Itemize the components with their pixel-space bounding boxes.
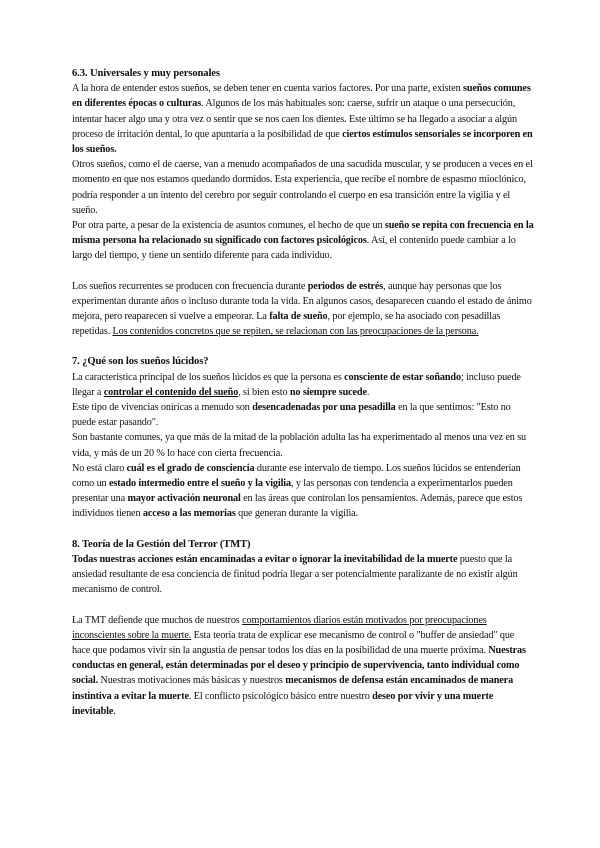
text-run: en la que sentimos: "Esto no puede estar pasando". [72,402,511,429]
paragraph [72,613,534,719]
bold-text: estado intermedio entre el sueño y la vigilia [108,478,291,490]
bold-text: cuál es el grado de consciencia [126,462,255,474]
bold-text: no siempre sucede [289,386,367,398]
text-run: La característica principal de los sueños lúcidos es que la persona es [72,371,345,383]
underlined-text: comportamientos diarios están motivados por preocupaciones inconscientes sobre la muerte. [72,614,487,641]
paragraph [72,157,534,218]
bold-text: sueño se repita con frecuencia en la misma persona ha relacionado su significado con factores psicológicos [72,220,534,247]
text-run: ; incluso puede llegar a [72,371,521,398]
text-run: Otros sueños, como el de caerse, van a menudo acompañados de una sacudida muscular, y se producen a veces en el momento en que nos estamos quedando dormidos. Esta experiencia, que recibe el nombre de espasmo mioclónico, podría responder a un intento del cerebro por seguir controlando el cuerpo en esa transición entre la vigilia y el sueño. [72,159,533,216]
text-run: . [113,705,116,717]
bold-text: Todas nuestras acciones están encaminadas a evitar o ignorar la inevitabilidad de la muerte [72,553,458,565]
paragraph [72,81,534,157]
text-run: Por otra parte, a pesar de la existencia de asuntos comunes, el hecho de que un [72,220,385,232]
text-run: que generan durante la vigilia. [235,508,359,520]
text-run: Son bastante comunes, ya que más de la mitad de la población adulta las ha experimentado al menos una vez en su vida, y más de un 20 % lo hace con cierta frecuencia. [72,432,527,459]
spacer [72,339,534,354]
bold-text: sueños comunes en diferentes épocas o culturas [72,83,531,110]
section-heading-8: 8. Teoría de la Gestión del Terror (TMT) [72,538,251,550]
text-run: A la hora de entender estos sueños, se deben tener en cuenta varios factores. Por una parte, existen [72,83,463,95]
paragraph [72,461,534,522]
paragraph [72,370,534,400]
text-run: , aunque hay personas que los experimentan durante años o incluso durante toda la vida. En algunos casos, desaparecen cuando el estado de ánimo mejora, pero reaparecen si vuelve a empeorar. La [72,280,532,323]
paragraph [72,552,534,598]
text-run: Este tipo de vivencias oníricas a menudo son [72,402,253,414]
text-run: . Algunos de los más habituales son: caerse, sufrir un ataque o una persecución, intentar hacer algo una y otra vez o sentir que se nos caen los dientes. Este último se ha llegado a asociar a algún proceso de irritación dental, lo que apuntaría a la posibilidad de que [72,98,517,140]
text-run: La TMT defiende que muchos de nuestros [72,614,243,626]
text-run: . El conflicto psicológico básico entre nuestro [188,690,373,702]
text-run: , si bien esto [238,386,290,398]
section-heading-6-3: 6.3. Universales y muy personales [72,68,220,79]
text-run: en las áreas que controlan los pensamientos. Además, parece que estos individuos tienen [72,493,523,520]
section-heading-7: 7. ¿Qué son los sueños lúcidos? [72,356,209,368]
text-run: Esta teoría trata de explicar ese mecanismo de control o "buffer de ansiedad" que hace que podamos vivir sin la angustia de pensar todos los días en la posibilidad de una muerte próxima. [72,629,515,656]
text-run: , y las personas con tendencia a experimentarlos pueden presentar una [72,478,513,505]
bold-text: falta de sueño [269,311,328,323]
text-run: , por ejemplo, se ha asociado con pesadillas repetidas. [72,311,501,338]
bold-text: desencadenadas por una pesadilla [252,402,396,414]
spacer [72,522,534,537]
bold-text: deseo por vivir y una muerte inevitable [72,690,494,717]
bold-underlined-text: controlar el contenido del sueño [103,386,239,398]
text-run: Nuestras motivaciones más básicas y nuestros [98,675,286,687]
paragraph [72,430,534,460]
spacer [72,598,534,613]
bold-text: acceso a las memorias [142,508,236,520]
bold-text: consciente de estar soñando [344,371,461,383]
paragraph [72,218,534,264]
text-run: durante ese intervalo de tiempo. Los sueños lúcidos se entenderían como un [72,462,521,490]
text-run: No está claro [72,462,127,474]
bold-text: periodos de estrés [307,280,384,292]
text-run: . Así, el contenido puede cambiar a lo largo del tiempo, y tiene un sentido diferente para cada individuo. [72,235,516,262]
text-run: Los sueños recurrentes se producen con frecuencia durante [72,280,308,292]
underlined-text: Los contenidos concretos que se repiten, se relacionan con las preocupaciones de la persona. [112,326,479,338]
spacer [72,264,534,279]
bold-text: mayor activación neuronal [127,493,241,505]
text-run: puesto que la ansiedad resultante de esa conciencia de finitud podría llegar a ser potencialmente paralizante de no existir algún mecanismo de control. [72,553,518,596]
document-page [72,66,534,719]
paragraph [72,279,534,340]
bold-text: ciertos estímulos sensoriales se incorporen en los sueños. [72,128,533,156]
bold-text: Nuestras conductas en general, están determinadas por el deseo y principio de supervivencia, tanto individual como social. [72,644,526,687]
paragraph [72,400,534,430]
text-run: . [366,386,370,398]
bold-text: mecanismos de defensa están encaminados de manera instintiva a evitar la muerte [72,675,514,702]
